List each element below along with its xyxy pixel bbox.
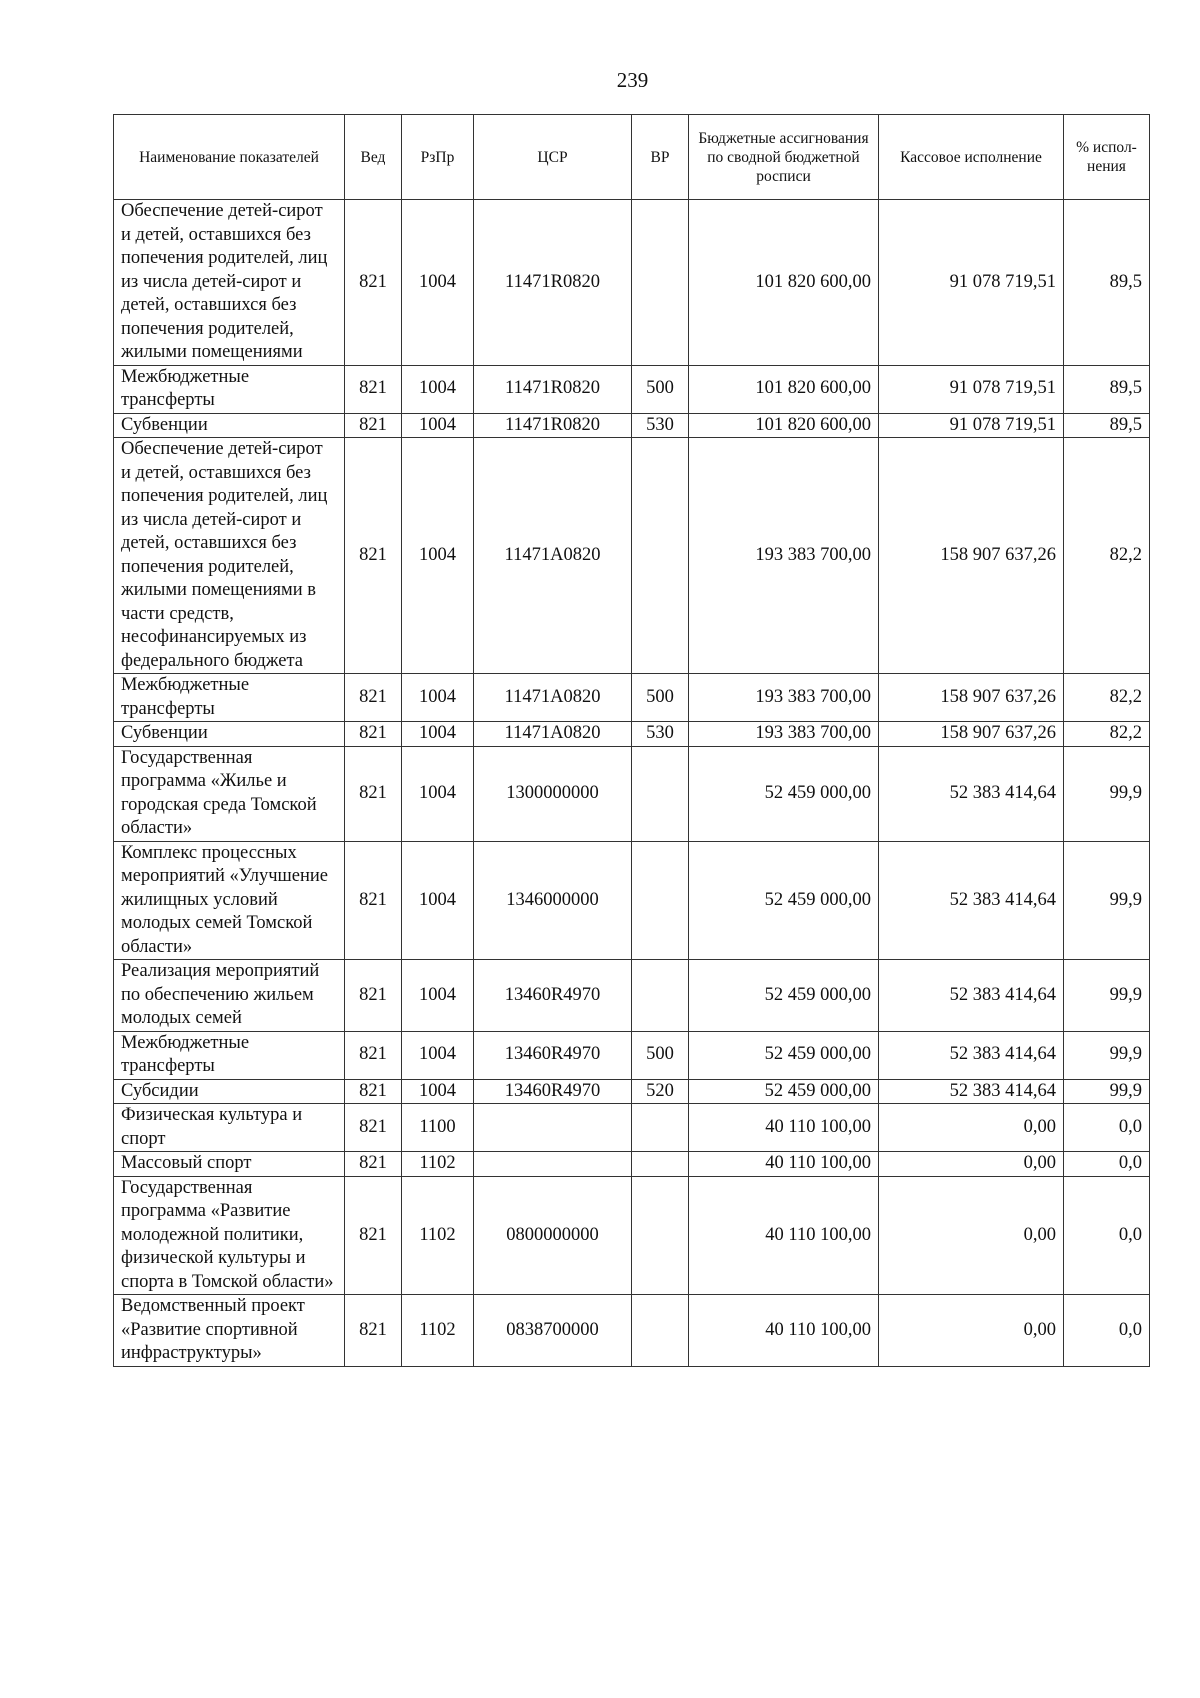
ved-cell: 821 bbox=[345, 722, 402, 747]
cash-execution-cell: 0,00 bbox=[879, 1295, 1064, 1367]
indicator-name-cell: Обеспечение детей-сирот и детей, оставшихся без попечения родителей, лиц из числа детей-сирот и детей, оставшихся без попечения родителей, жилыми помещениями bbox=[114, 200, 345, 366]
csr-cell: 11471R0820 bbox=[474, 200, 632, 366]
execution-percent-cell: 0,0 bbox=[1064, 1104, 1150, 1152]
table-row bbox=[114, 1031, 1150, 1079]
budget-allocation-cell: 40 110 100,00 bbox=[689, 1176, 879, 1295]
cash-execution-cell: 0,00 bbox=[879, 1176, 1064, 1295]
csr-cell: 11471A0820 bbox=[474, 438, 632, 674]
ved-cell: 821 bbox=[345, 746, 402, 841]
ved-cell: 821 bbox=[345, 960, 402, 1032]
csr-cell: 11471A0820 bbox=[474, 674, 632, 722]
column-header: ЦСР bbox=[474, 115, 632, 200]
indicator-name-cell: Субсидии bbox=[114, 1079, 345, 1104]
table-row bbox=[114, 746, 1150, 841]
budget-allocation-cell: 101 820 600,00 bbox=[689, 200, 879, 366]
column-header: Бюджетные ассигнования по сводной бюджетной росписи bbox=[689, 115, 879, 200]
indicator-name-cell: Физическая культура и спорт bbox=[114, 1104, 345, 1152]
budget-allocation-cell: 52 459 000,00 bbox=[689, 841, 879, 960]
vr-cell: 500 bbox=[632, 674, 689, 722]
csr-cell: 11471R0820 bbox=[474, 365, 632, 413]
indicator-name-cell: Субвенции bbox=[114, 413, 345, 438]
csr-cell: 1346000000 bbox=[474, 841, 632, 960]
table-row bbox=[114, 438, 1150, 674]
execution-percent-cell: 99,9 bbox=[1064, 1079, 1150, 1104]
execution-percent-cell: 0,0 bbox=[1064, 1176, 1150, 1295]
cash-execution-cell: 0,00 bbox=[879, 1152, 1064, 1177]
csr-cell: 0838700000 bbox=[474, 1295, 632, 1367]
column-header: РзПр bbox=[402, 115, 474, 200]
table-row bbox=[114, 1104, 1150, 1152]
execution-percent-cell: 99,9 bbox=[1064, 1031, 1150, 1079]
vr-cell: 530 bbox=[632, 413, 689, 438]
csr-cell: 13460R4970 bbox=[474, 1079, 632, 1104]
execution-percent-cell: 89,5 bbox=[1064, 200, 1150, 366]
table-row bbox=[114, 722, 1150, 747]
cash-execution-cell: 158 907 637,26 bbox=[879, 438, 1064, 674]
execution-percent-cell: 99,9 bbox=[1064, 841, 1150, 960]
budget-execution-table bbox=[113, 114, 1150, 1367]
csr-cell: 1300000000 bbox=[474, 746, 632, 841]
csr-cell: 11471A0820 bbox=[474, 722, 632, 747]
budget-allocation-cell: 52 459 000,00 bbox=[689, 1079, 879, 1104]
rzpr-cell: 1102 bbox=[402, 1152, 474, 1177]
execution-percent-cell: 89,5 bbox=[1064, 413, 1150, 438]
indicator-name-cell: Реализация мероприятий по обеспечению жильем молодых семей bbox=[114, 960, 345, 1032]
budget-allocation-cell: 101 820 600,00 bbox=[689, 365, 879, 413]
budget-allocation-cell: 40 110 100,00 bbox=[689, 1152, 879, 1177]
execution-percent-cell: 0,0 bbox=[1064, 1295, 1150, 1367]
cash-execution-cell: 52 383 414,64 bbox=[879, 1031, 1064, 1079]
table-row bbox=[114, 960, 1150, 1032]
table-row bbox=[114, 1295, 1150, 1367]
rzpr-cell: 1004 bbox=[402, 438, 474, 674]
cash-execution-cell: 91 078 719,51 bbox=[879, 200, 1064, 366]
ved-cell: 821 bbox=[345, 1176, 402, 1295]
vr-cell bbox=[632, 960, 689, 1032]
vr-cell bbox=[632, 746, 689, 841]
cash-execution-cell: 52 383 414,64 bbox=[879, 1079, 1064, 1104]
cash-execution-cell: 52 383 414,64 bbox=[879, 746, 1064, 841]
ved-cell: 821 bbox=[345, 438, 402, 674]
vr-cell: 500 bbox=[632, 365, 689, 413]
vr-cell: 530 bbox=[632, 722, 689, 747]
rzpr-cell: 1004 bbox=[402, 1031, 474, 1079]
ved-cell: 821 bbox=[345, 1104, 402, 1152]
csr-cell: 13460R4970 bbox=[474, 1031, 632, 1079]
indicator-name-cell: Межбюджетные трансферты bbox=[114, 1031, 345, 1079]
table-row bbox=[114, 674, 1150, 722]
budget-allocation-cell: 52 459 000,00 bbox=[689, 746, 879, 841]
indicator-name-cell: Государственная программа «Развитие молодежной политики, физической культуры и спорта в Томской области» bbox=[114, 1176, 345, 1295]
column-header: Наименование показателей bbox=[114, 115, 345, 200]
ved-cell: 821 bbox=[345, 200, 402, 366]
rzpr-cell: 1100 bbox=[402, 1104, 474, 1152]
csr-cell: 11471R0820 bbox=[474, 413, 632, 438]
cash-execution-cell: 91 078 719,51 bbox=[879, 413, 1064, 438]
budget-allocation-cell: 101 820 600,00 bbox=[689, 413, 879, 438]
cash-execution-cell: 0,00 bbox=[879, 1104, 1064, 1152]
rzpr-cell: 1102 bbox=[402, 1176, 474, 1295]
vr-cell: 520 bbox=[632, 1079, 689, 1104]
cash-execution-cell: 52 383 414,64 bbox=[879, 841, 1064, 960]
csr-cell bbox=[474, 1152, 632, 1177]
table-row bbox=[114, 200, 1150, 366]
indicator-name-cell: Ведомственный проект «Развитие спортивной инфраструктуры» bbox=[114, 1295, 345, 1367]
column-header: ВР bbox=[632, 115, 689, 200]
ved-cell: 821 bbox=[345, 1295, 402, 1367]
rzpr-cell: 1004 bbox=[402, 960, 474, 1032]
indicator-name-cell: Массовый спорт bbox=[114, 1152, 345, 1177]
execution-percent-cell: 99,9 bbox=[1064, 960, 1150, 1032]
vr-cell bbox=[632, 1104, 689, 1152]
table-row bbox=[114, 1079, 1150, 1104]
csr-cell: 13460R4970 bbox=[474, 960, 632, 1032]
vr-cell bbox=[632, 1295, 689, 1367]
ved-cell: 821 bbox=[345, 413, 402, 438]
vr-cell bbox=[632, 1176, 689, 1295]
column-header: % испол-нения bbox=[1064, 115, 1150, 200]
vr-cell bbox=[632, 200, 689, 366]
column-header: Вед bbox=[345, 115, 402, 200]
indicator-name-cell: Субвенции bbox=[114, 722, 345, 747]
rzpr-cell: 1004 bbox=[402, 841, 474, 960]
ved-cell: 821 bbox=[345, 1031, 402, 1079]
budget-allocation-cell: 40 110 100,00 bbox=[689, 1295, 879, 1367]
csr-cell: 0800000000 bbox=[474, 1176, 632, 1295]
budget-allocation-cell: 52 459 000,00 bbox=[689, 1031, 879, 1079]
execution-percent-cell: 82,2 bbox=[1064, 438, 1150, 674]
table-row bbox=[114, 413, 1150, 438]
budget-allocation-cell: 193 383 700,00 bbox=[689, 722, 879, 747]
rzpr-cell: 1102 bbox=[402, 1295, 474, 1367]
rzpr-cell: 1004 bbox=[402, 413, 474, 438]
rzpr-cell: 1004 bbox=[402, 674, 474, 722]
vr-cell bbox=[632, 841, 689, 960]
ved-cell: 821 bbox=[345, 1079, 402, 1104]
ved-cell: 821 bbox=[345, 365, 402, 413]
cash-execution-cell: 91 078 719,51 bbox=[879, 365, 1064, 413]
execution-percent-cell: 99,9 bbox=[1064, 746, 1150, 841]
ved-cell: 821 bbox=[345, 1152, 402, 1177]
table-header-row bbox=[114, 115, 1150, 200]
indicator-name-cell: Межбюджетные трансферты bbox=[114, 365, 345, 413]
ved-cell: 821 bbox=[345, 674, 402, 722]
execution-percent-cell: 0,0 bbox=[1064, 1152, 1150, 1177]
execution-percent-cell: 82,2 bbox=[1064, 722, 1150, 747]
table-row bbox=[114, 1176, 1150, 1295]
vr-cell bbox=[632, 1152, 689, 1177]
rzpr-cell: 1004 bbox=[402, 200, 474, 366]
cash-execution-cell: 158 907 637,26 bbox=[879, 674, 1064, 722]
table-row bbox=[114, 1152, 1150, 1177]
indicator-name-cell: Межбюджетные трансферты bbox=[114, 674, 345, 722]
vr-cell bbox=[632, 438, 689, 674]
rzpr-cell: 1004 bbox=[402, 722, 474, 747]
cash-execution-cell: 52 383 414,64 bbox=[879, 960, 1064, 1032]
vr-cell: 500 bbox=[632, 1031, 689, 1079]
indicator-name-cell: Обеспечение детей-сирот и детей, оставшихся без попечения родителей, лиц из числа детей-сирот и детей, оставшихся без попечения родителей, жилыми помещениями в части средств, несофинансируемых из федерального бюджета bbox=[114, 438, 345, 674]
rzpr-cell: 1004 bbox=[402, 365, 474, 413]
budget-allocation-cell: 40 110 100,00 bbox=[689, 1104, 879, 1152]
column-header: Кассовое исполнение bbox=[879, 115, 1064, 200]
rzpr-cell: 1004 bbox=[402, 1079, 474, 1104]
ved-cell: 821 bbox=[345, 841, 402, 960]
budget-allocation-cell: 52 459 000,00 bbox=[689, 960, 879, 1032]
indicator-name-cell: Государственная программа «Жилье и городская среда Томской области» bbox=[114, 746, 345, 841]
execution-percent-cell: 89,5 bbox=[1064, 365, 1150, 413]
table-row bbox=[114, 841, 1150, 960]
budget-allocation-cell: 193 383 700,00 bbox=[689, 674, 879, 722]
cash-execution-cell: 158 907 637,26 bbox=[879, 722, 1064, 747]
csr-cell bbox=[474, 1104, 632, 1152]
budget-allocation-cell: 193 383 700,00 bbox=[689, 438, 879, 674]
page-number: 239 bbox=[616, 68, 649, 92]
rzpr-cell: 1004 bbox=[402, 746, 474, 841]
execution-percent-cell: 82,2 bbox=[1064, 674, 1150, 722]
indicator-name-cell: Комплекс процессных мероприятий «Улучшение жилищных условий молодых семей Томской области» bbox=[114, 841, 345, 960]
table-row bbox=[114, 365, 1150, 413]
